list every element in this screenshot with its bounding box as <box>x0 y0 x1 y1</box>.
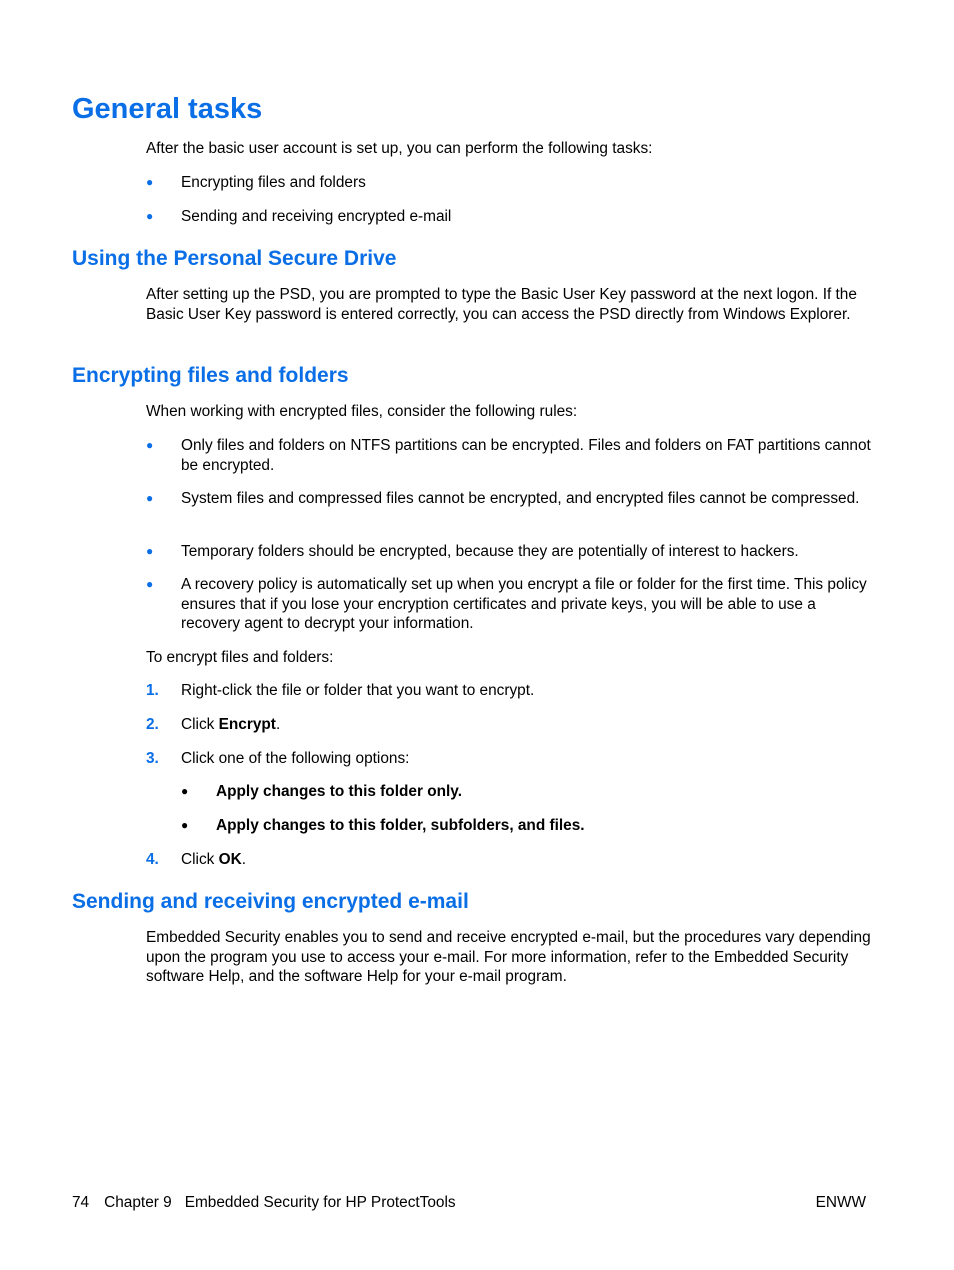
step-text-prefix: Click <box>181 851 219 868</box>
option-text: Apply changes to this folder, subfolders, and files. <box>216 817 585 834</box>
bullet-icon: ● <box>146 544 154 558</box>
step-number: 3. <box>146 750 159 767</box>
step-number: 2. <box>146 716 159 733</box>
section-heading-encrypting: Encrypting files and folders <box>72 364 349 387</box>
step-text: Click one of the following options: <box>181 750 410 767</box>
bullet-icon: ● <box>146 438 154 452</box>
step-number: 4. <box>146 851 159 868</box>
bullet-icon: ● <box>146 175 154 189</box>
page-footer-locale: ENWW <box>815 1194 866 1211</box>
encrypting-intro: When working with encrypted files, consider the following rules: <box>146 403 578 420</box>
section-heading-psd: Using the Personal Secure Drive <box>72 247 397 270</box>
list-item-text: System files and compressed files cannot be encrypted, and encrypted files cannot be compressed. <box>181 490 860 507</box>
chapter-label: Chapter 9 <box>104 1194 172 1211</box>
step-text: Right-click the file or folder that you want to encrypt. <box>181 682 535 699</box>
option-text: Apply changes to this folder only. <box>216 783 462 800</box>
bullet-icon: ● <box>181 818 189 832</box>
step-bold-term: OK <box>218 851 242 868</box>
list-item-text: Only files and folders on NTFS partitions can be encrypted. Files and folders on FAT partitions cannot be encrypted. <box>181 437 871 474</box>
step-text-prefix: Click <box>181 716 219 733</box>
bullet-icon: ● <box>146 491 154 505</box>
step-text <box>181 850 874 870</box>
bullet-icon: ● <box>146 209 154 223</box>
general-intro: After the basic user account is set up, you can perform the following tasks: <box>146 140 653 157</box>
page-title: General tasks <box>72 93 263 125</box>
email-body: Embedded Security enables you to send and receive encrypted e-mail, but the procedures vary depending upon the program you use to access your e-mail. For more information, refer to the Embedded Security software Help, and the software Help for your e-mail program. <box>146 929 871 985</box>
list-item-text: Encrypting files and folders <box>181 174 366 191</box>
psd-body: After setting up the PSD, you are prompted to type the Basic User Key password at the next logon. If the Basic User Key password is entered correctly, you can access the PSD directly from Windows Explorer. <box>146 286 857 323</box>
step-number: 1. <box>146 682 159 699</box>
step-text-suffix: . <box>275 716 281 733</box>
step-text <box>181 715 874 735</box>
bullet-icon: ● <box>146 577 154 591</box>
section-heading-email: Sending and receiving encrypted e-mail <box>72 890 469 913</box>
list-item-text: Sending and receiving encrypted e-mail <box>181 208 452 225</box>
chapter-title: Embedded Security for HP ProtectTools <box>184 1194 456 1211</box>
page-number: 74 <box>72 1194 90 1211</box>
page-footer-left <box>72 1193 456 1213</box>
list-item-text: A recovery policy is automatically set up when you encrypt a file or folder for the first time. This policy ensures that if you lose your encryption certificates and private keys, you will be able to use a recovery agent to decrypt your information. <box>181 576 867 632</box>
bullet-icon: ● <box>181 784 189 798</box>
procedure-intro: To encrypt files and folders: <box>146 649 334 666</box>
list-item-text: Temporary folders should be encrypted, because they are potentially of interest to hackers. <box>181 543 799 560</box>
step-bold-term: Encrypt <box>218 716 276 733</box>
step-text-suffix: . <box>241 851 246 868</box>
